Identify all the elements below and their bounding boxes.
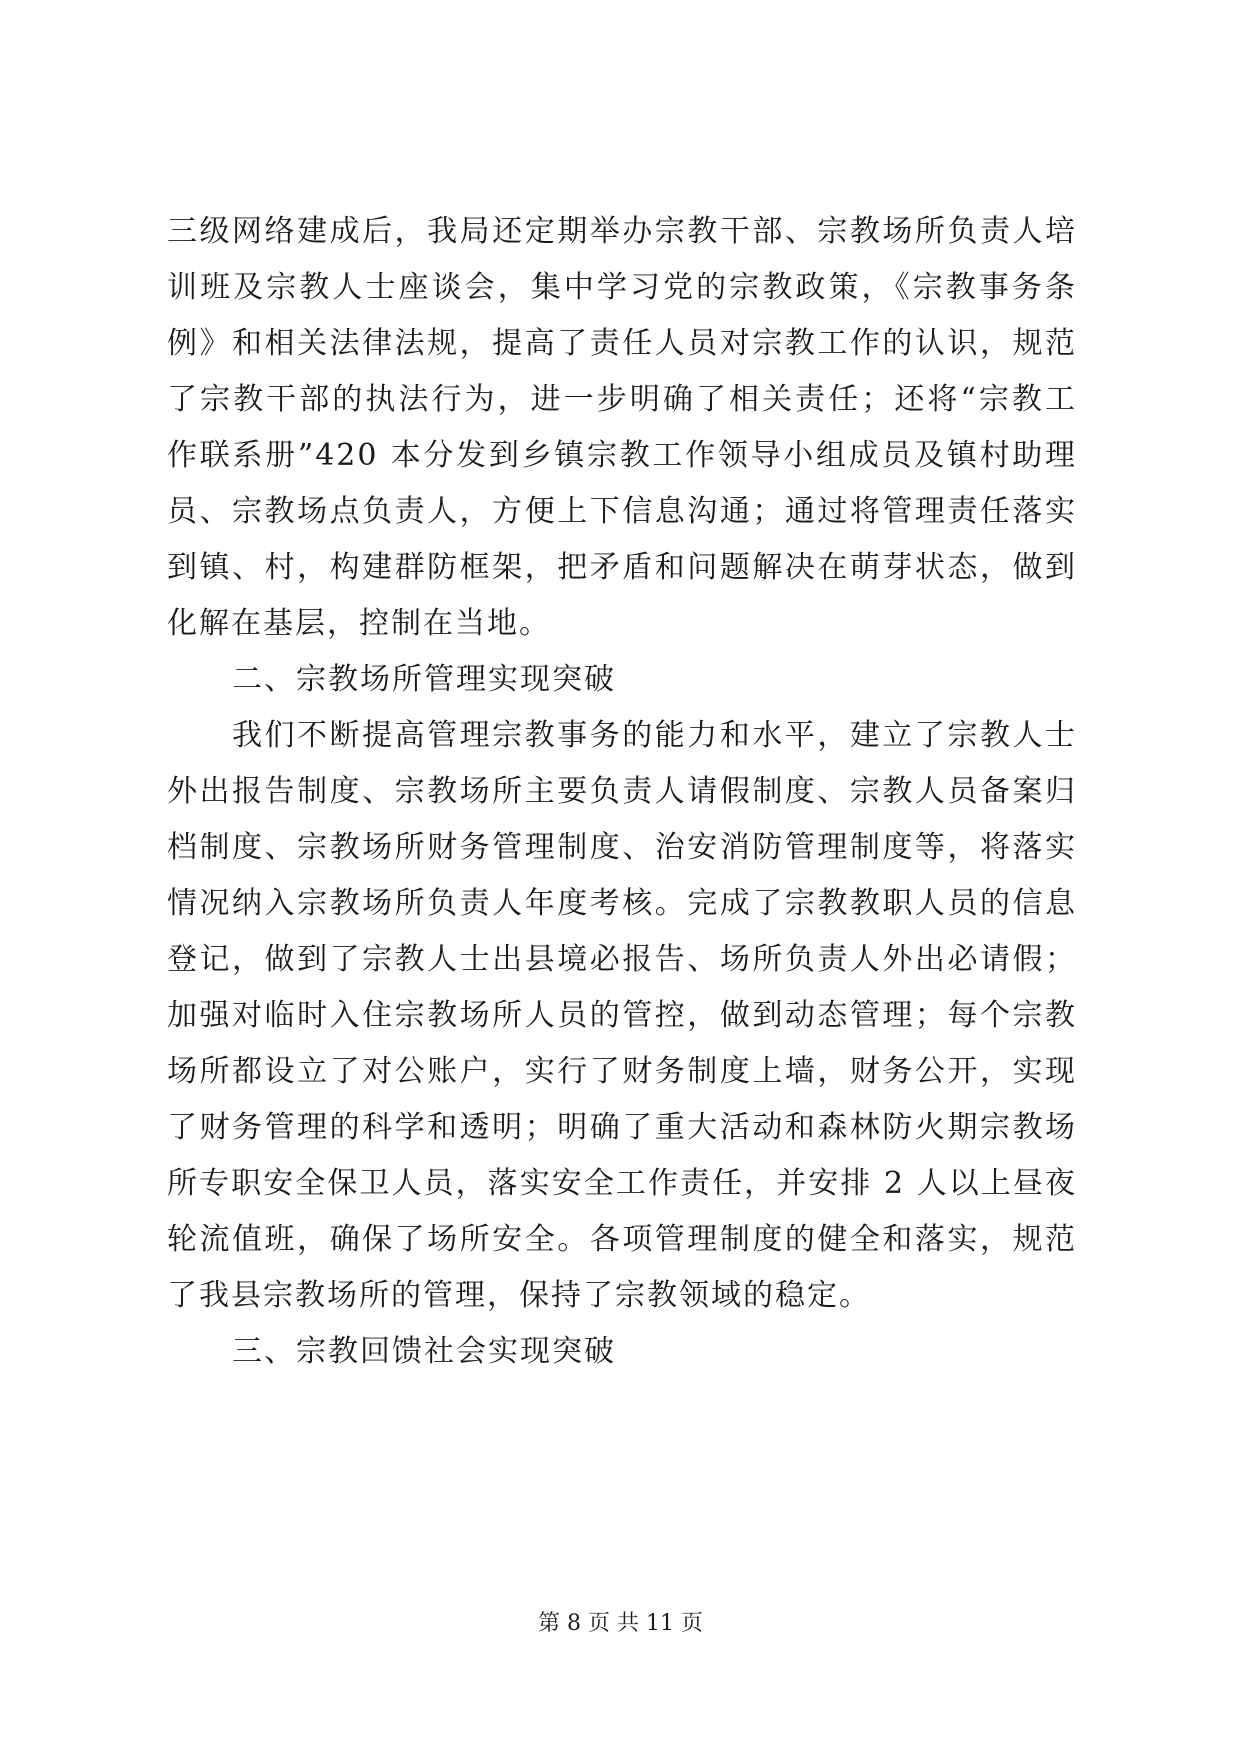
paragraph-line: 所专职安全保卫人员，落实安全工作责任，并安排 2 人以上昼夜 (167, 1166, 1077, 1201)
paragraph-line: 三级网络建成后，我局还定期举办宗教干部、宗教场所负责人培 (167, 214, 1077, 249)
paragraph-line: 作联系册”420 本分发到乡镇宗教工作领导小组成员及镇村助理 (167, 438, 1077, 473)
paragraph-line: 场所都设立了对公账户，实行了财务制度上墙，财务公开，实现 (167, 1054, 1077, 1089)
paragraph-line: 登记，做到了宗教人士出县境必报告、场所负责人外出必请假； (167, 942, 1077, 977)
paragraph-line: 了财务管理的科学和透明；明确了重大活动和森林防火期宗教场 (167, 1110, 1077, 1145)
paragraph-line: 了我县宗教场所的管理，保持了宗教领域的稳定。 (167, 1278, 871, 1313)
paragraph-line: 员、宗教场点负责人，方便上下信息沟通；通过将管理责任落实 (167, 494, 1077, 529)
paragraph-line: 情况纳入宗教场所负责人年度考核。完成了宗教教职人员的信息 (167, 886, 1077, 921)
section-heading: 三、宗教回馈社会实现突破 (232, 1334, 616, 1369)
paragraph-line: 轮流值班，确保了场所安全。各项管理制度的健全和落实，规范 (167, 1222, 1077, 1257)
paragraph-line: 我们不断提高管理宗教事务的能力和水平，建立了宗教人士 (232, 718, 1077, 753)
paragraph-line: 化解在基层，控制在当地。 (167, 606, 551, 641)
section-heading: 二、宗教场所管理实现突破 (232, 662, 616, 697)
paragraph-line: 加强对临时入住宗教场所人员的管控，做到动态管理；每个宗教 (167, 998, 1077, 1033)
paragraph-line: 档制度、宗教场所财务管理制度、治安消防管理制度等，将落实 (167, 830, 1077, 865)
paragraph-line: 到镇、村，构建群防框架，把矛盾和问题解决在萌芽状态，做到 (167, 550, 1077, 585)
page-number-footer: 第 8 页 共 11 页 (538, 1611, 703, 1636)
paragraph-line: 外出报告制度、宗教场所主要负责人请假制度、宗教人员备案归 (167, 774, 1077, 809)
paragraph-line: 了宗教干部的执法行为，进一步明确了相关责任；还将“宗教工 (167, 382, 1077, 417)
paragraph-line: 例》和相关法律法规，提高了责任人员对宗教工作的认识，规范 (167, 326, 1077, 361)
paragraph-line: 训班及宗教人士座谈会，集中学习党的宗教政策，《宗教事务条 (167, 270, 1077, 305)
